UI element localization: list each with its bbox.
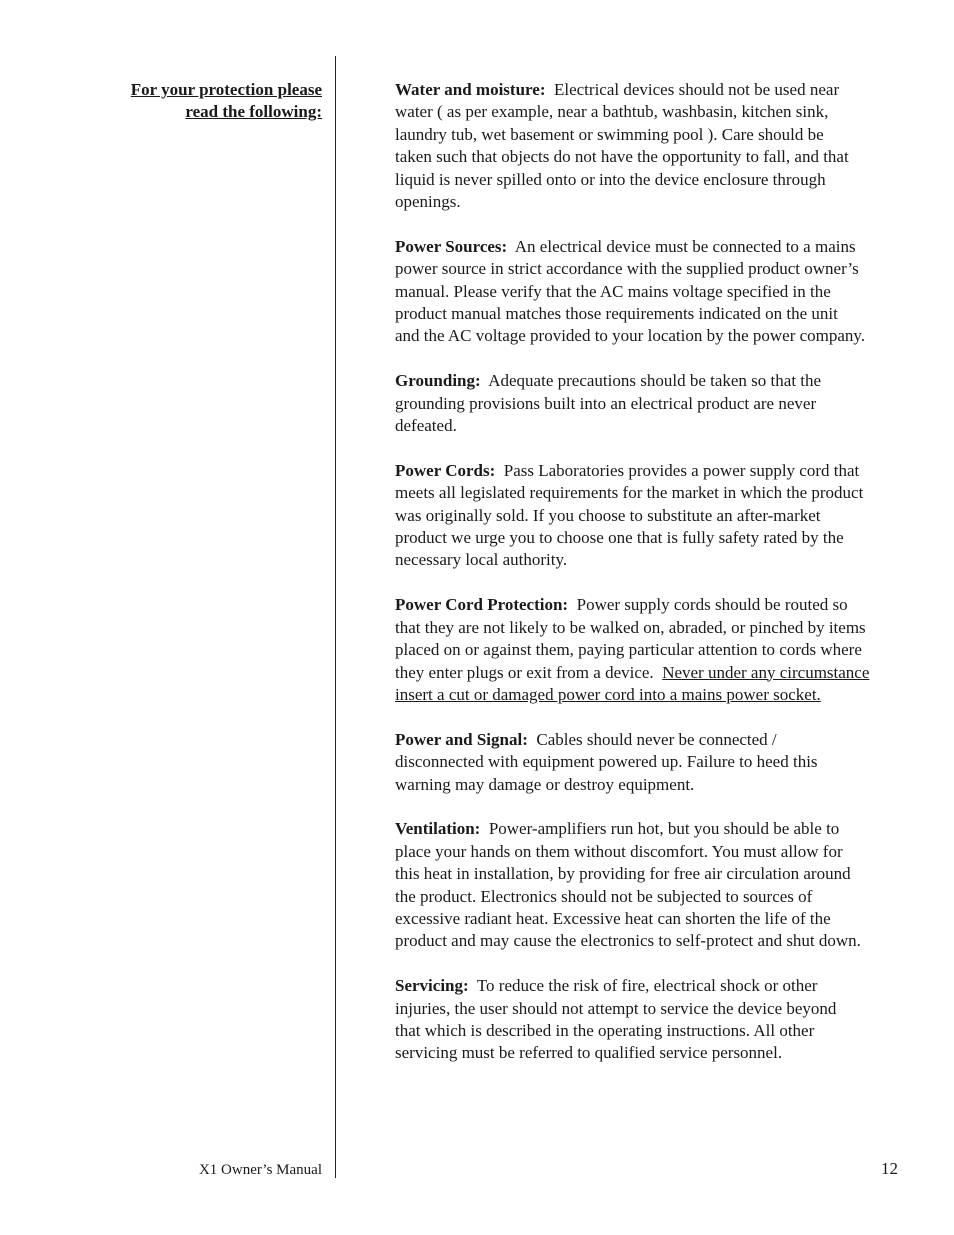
section-text: disconnected with equipment powered up. Failure to heed this <box>395 752 818 772</box>
section-text: product manual matches those requirements indicated on the unit <box>395 304 838 324</box>
section-text: the product. Electronics should not be subjected to sources of <box>395 886 813 906</box>
section-text: laundry tub, wet basement or swimming pool ). Care should be <box>395 124 824 144</box>
section-text: that which is described in the operating instructions. All other <box>395 1020 815 1040</box>
section-text: product we urge you to choose one that is fully safety rated by the <box>395 528 844 548</box>
section-text: Adequate precautions should be taken so that the <box>488 371 822 391</box>
protection-heading <box>92 79 322 124</box>
section-label: Power Cords: <box>395 460 496 480</box>
section-text: and the AC voltage provided to your location by the power company. <box>395 326 866 346</box>
section-text: grounding provisions built into an electrical product are never <box>395 393 817 413</box>
section-text: manual. Please verify that the AC mains voltage specified in the <box>395 281 831 301</box>
section-text: product and may cause the electronics to self-protect and shut down. <box>395 931 861 951</box>
protection-heading-line-2: read the following: <box>185 102 322 122</box>
section-text: Cables should never be connected / <box>536 729 777 749</box>
section-text: defeated. <box>395 416 457 436</box>
section-text: liquid is never spilled onto or into the device enclosure through <box>395 169 826 189</box>
section-label: Power Cord Protection: <box>395 595 569 615</box>
section-grounding <box>395 370 905 437</box>
vertical-divider <box>335 56 336 1178</box>
warning-text: insert a cut or damaged power cord into a mains power socket. <box>395 684 821 704</box>
section-power-cords <box>395 460 905 572</box>
section-text: Pass Laboratories provides a power supply cord that <box>503 460 860 480</box>
section-text: place your hands on them without discomfort. You must allow for <box>395 841 843 861</box>
section-text: power source in strict accordance with the supplied product owner’s <box>395 259 859 279</box>
section-text: meets all legislated requirements for the market in which the product <box>395 483 864 503</box>
section-power-cord-protection <box>395 594 905 706</box>
section-text: that they are not likely to be walked on, abraded, or pinched by items <box>395 617 866 637</box>
section-label: Grounding: <box>395 371 481 391</box>
section-text: necessary local authority. <box>395 550 568 570</box>
section-label: Ventilation: <box>395 819 481 839</box>
section-text: An electrical device must be connected to a mains <box>514 236 856 256</box>
section-text: injuries, the user should not attempt to service the device beyond <box>395 998 837 1018</box>
section-label: Water and moisture: <box>395 80 546 99</box>
warning-text: Never under any circumstance <box>662 662 870 682</box>
section-text: Electrical devices should not be used near <box>553 80 840 99</box>
section-ventilation <box>395 818 905 952</box>
section-text: Power-amplifiers run hot, but you should be able to <box>488 819 840 839</box>
section-text: servicing must be referred to qualified service personnel. <box>395 1043 783 1063</box>
section-text: they enter plugs or exit from a device. <box>395 662 654 682</box>
section-power-sources <box>395 236 905 348</box>
section-text: water ( as per example, near a bathtub, washbasin, kitchen sink, <box>395 102 829 122</box>
section-text: this heat in installation, by providing for free air circulation around <box>395 864 851 884</box>
section-servicing <box>395 975 905 1065</box>
section-text: To reduce the risk of fire, electrical shock or other <box>476 976 818 996</box>
section-text: taken such that objects do not have the opportunity to fall, and that <box>395 147 849 167</box>
section-water-moisture <box>395 79 905 213</box>
section-power-and-signal <box>395 729 905 796</box>
section-text: placed on or against them, paying particular attention to cords where <box>395 640 862 660</box>
footer-manual-name: X1 Owner’s Manual <box>198 1162 322 1178</box>
page-number: 12 <box>881 1159 898 1178</box>
protection-heading-line-1: For your protection please <box>130 80 322 99</box>
section-text: openings. <box>395 192 461 212</box>
section-label: Power Sources: <box>395 236 508 256</box>
section-label: Servicing: <box>395 976 469 996</box>
section-label: Power and Signal: <box>395 729 528 749</box>
section-text: Power supply cords should be routed so <box>576 595 848 615</box>
section-text: warning may damage or destroy equipment. <box>395 774 695 794</box>
safety-content <box>395 79 905 1087</box>
section-text: was originally sold. If you choose to substitute an after-market <box>395 505 821 525</box>
section-text: excessive radiant heat. Excessive heat can shorten the life of the <box>395 908 831 928</box>
